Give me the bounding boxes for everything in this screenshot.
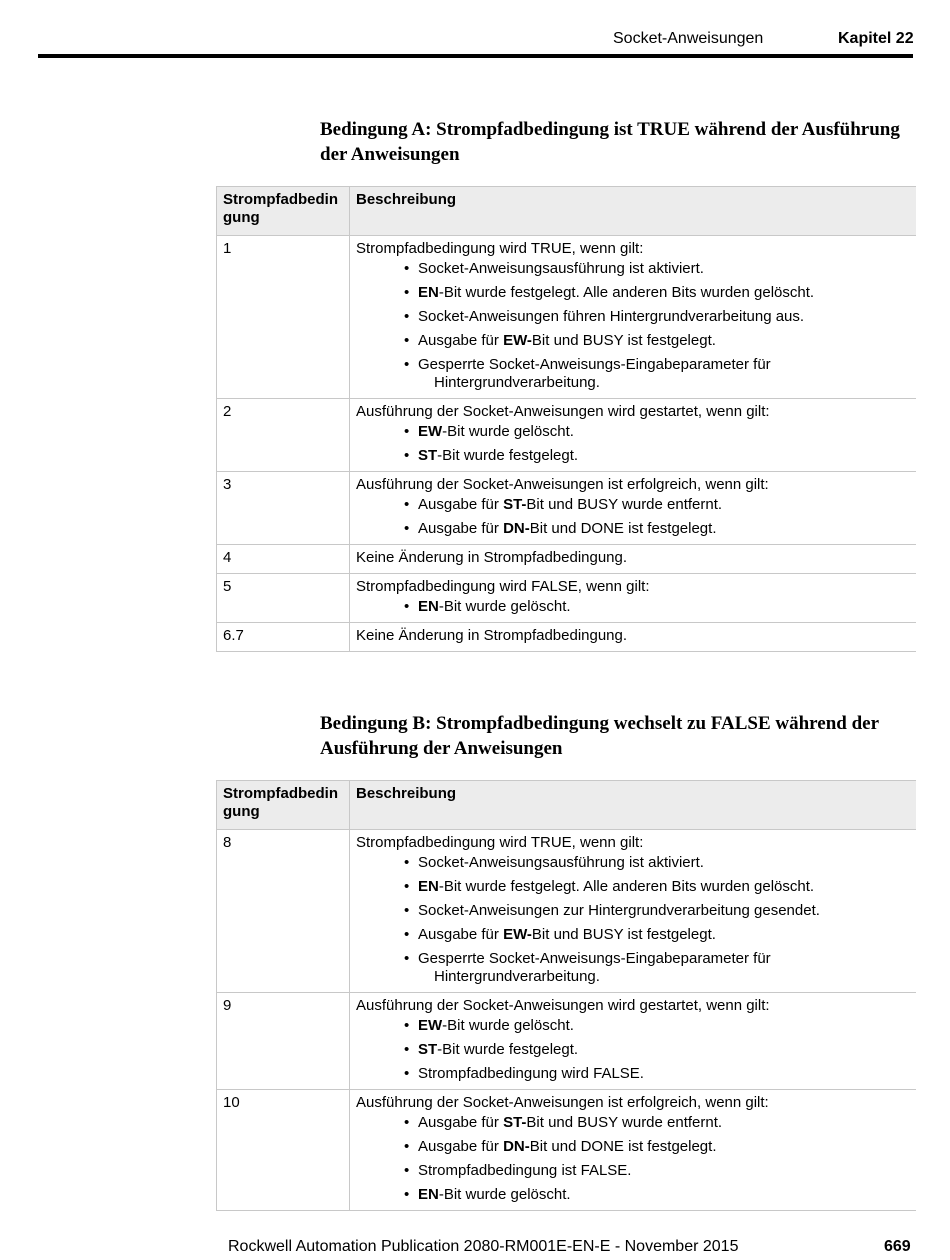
condition-number: 4 bbox=[217, 545, 350, 574]
condition-number: 2 bbox=[217, 399, 350, 472]
page-header bbox=[0, 28, 950, 50]
bullet-item: • EN-Bit wurde festgelegt. Alle anderen Bits wurden gelöscht. bbox=[418, 284, 910, 302]
header-divider bbox=[38, 54, 913, 58]
table-row bbox=[217, 399, 917, 472]
description-intro: Strompfadbedingung wird TRUE, wenn gilt: bbox=[356, 834, 644, 851]
bullet-list bbox=[356, 496, 910, 538]
table-row bbox=[217, 545, 917, 574]
description-intro: Strompfadbedingung wird TRUE, wenn gilt: bbox=[356, 240, 644, 257]
bit-name: EN bbox=[418, 598, 439, 615]
condition-description bbox=[350, 399, 917, 472]
bit-name: ST- bbox=[503, 496, 527, 513]
bit-name: ST- bbox=[503, 1114, 527, 1131]
bullet-list bbox=[356, 598, 910, 616]
bit-name: EW- bbox=[503, 332, 532, 349]
condition-table-b bbox=[216, 780, 916, 1211]
table-row bbox=[217, 236, 917, 399]
page-number: 669 bbox=[884, 1238, 911, 1255]
bit-name: ST bbox=[418, 447, 438, 464]
bullet-item: • Ausgabe für EW-Bit und BUSY ist festgelegt. bbox=[418, 332, 910, 350]
bullet-item: • EN-Bit wurde festgelegt. Alle anderen Bits wurden gelöscht. bbox=[418, 878, 910, 896]
condition-description bbox=[350, 830, 917, 993]
table-row bbox=[217, 830, 917, 993]
bullet-list bbox=[356, 854, 910, 986]
condition-description bbox=[350, 574, 917, 623]
condition-number: 10 bbox=[217, 1090, 350, 1211]
header-section-title: Socket-Anweisungen bbox=[613, 30, 764, 47]
description-intro: Ausführung der Socket-Anweisungen wird gestartet, wenn gilt: bbox=[356, 403, 770, 420]
description-intro: Ausführung der Socket-Anweisungen ist erfolgreich, wenn gilt: bbox=[356, 476, 769, 493]
bullet-item: • EN-Bit wurde gelöscht. bbox=[418, 1186, 910, 1204]
bit-name: DN- bbox=[503, 1138, 530, 1155]
condition-number: 3 bbox=[217, 472, 350, 545]
bullet-item: • EW-Bit wurde gelöscht. bbox=[418, 1017, 910, 1035]
section-heading-a: Bedingung A: Strompfadbedingung ist TRUE während der Ausführung der Anweisungen bbox=[320, 119, 900, 165]
condition-number: 8 bbox=[217, 830, 350, 993]
table-row bbox=[217, 472, 917, 545]
description-intro: Keine Änderung in Strompfadbedingung. bbox=[356, 549, 628, 566]
bullet-item: • Ausgabe für EW-Bit und BUSY ist festgelegt. bbox=[418, 926, 910, 944]
condition-description bbox=[350, 472, 917, 545]
bullet-item: • Ausgabe für ST-Bit und BUSY wurde entfernt. bbox=[418, 1114, 910, 1132]
table-row bbox=[217, 993, 917, 1090]
description-intro: Ausführung der Socket-Anweisungen wird gestartet, wenn gilt: bbox=[356, 997, 770, 1014]
bit-name: EN bbox=[418, 284, 439, 301]
table-row bbox=[217, 574, 917, 623]
bullet-list bbox=[356, 1114, 910, 1204]
bullet-item: • Gesperrte Socket-Anweisungs-Eingabeparameter für Hintergrundverarbeitung. bbox=[418, 356, 910, 392]
condition-description bbox=[350, 236, 917, 399]
bit-name: EW bbox=[418, 1017, 443, 1034]
bullet-list bbox=[356, 423, 910, 465]
publication-id: Rockwell Automation Publication 2080-RM001E-EN-E - November 2015 bbox=[228, 1238, 739, 1255]
description-intro: Ausführung der Socket-Anweisungen ist erfolgreich, wenn gilt: bbox=[356, 1094, 769, 1111]
bullet-item: • EN-Bit wurde gelöscht. bbox=[418, 598, 910, 616]
bullet-item: • Socket-Anweisungsausführung ist aktiviert. bbox=[418, 854, 910, 872]
column-header-condition: Strompfadbedingung bbox=[217, 781, 350, 830]
bullet-list bbox=[356, 260, 910, 392]
bit-name: EN bbox=[418, 1186, 439, 1203]
bit-name: EN bbox=[418, 878, 439, 895]
bullet-list bbox=[356, 1017, 910, 1083]
header-chapter-label: Kapitel 22 bbox=[838, 30, 914, 47]
bullet-item: • Socket-Anweisungen zur Hintergrundverarbeitung gesendet. bbox=[418, 902, 910, 920]
bit-name: EW bbox=[418, 423, 443, 440]
description-intro: Strompfadbedingung wird FALSE, wenn gilt: bbox=[356, 578, 650, 595]
bullet-item: • ST-Bit wurde festgelegt. bbox=[418, 1041, 910, 1059]
condition-description bbox=[350, 545, 917, 574]
column-header-description: Beschreibung bbox=[350, 187, 917, 236]
bullet-item: • Ausgabe für ST-Bit und BUSY wurde entfernt. bbox=[418, 496, 910, 514]
table-header-row bbox=[217, 187, 917, 236]
condition-description bbox=[350, 993, 917, 1090]
description-intro: Keine Änderung in Strompfadbedingung. bbox=[356, 627, 628, 644]
condition-table-a bbox=[216, 186, 916, 652]
column-header-condition: Strompfadbedingung bbox=[217, 187, 350, 236]
table-row bbox=[217, 623, 917, 652]
condition-description bbox=[350, 623, 917, 652]
condition-number: 5 bbox=[217, 574, 350, 623]
table-row bbox=[217, 1090, 917, 1211]
table-header-row bbox=[217, 781, 917, 830]
bit-name: DN- bbox=[503, 520, 530, 537]
bullet-item: • ST-Bit wurde festgelegt. bbox=[418, 447, 910, 465]
condition-description bbox=[350, 1090, 917, 1211]
column-header-description: Beschreibung bbox=[350, 781, 917, 830]
bullet-item: • Ausgabe für DN-Bit und DONE ist festgelegt. bbox=[418, 520, 910, 538]
bullet-item: • Gesperrte Socket-Anweisungs-Eingabeparameter für Hintergrundverarbeitung. bbox=[418, 950, 910, 986]
condition-number: 6.7 bbox=[217, 623, 350, 652]
condition-number: 1 bbox=[217, 236, 350, 399]
bullet-item: • EW-Bit wurde gelöscht. bbox=[418, 423, 910, 441]
condition-number: 9 bbox=[217, 993, 350, 1090]
bullet-item: • Socket-Anweisungsausführung ist aktiviert. bbox=[418, 260, 910, 278]
bullet-item: • Socket-Anweisungen führen Hintergrundverarbeitung aus. bbox=[418, 308, 910, 326]
bit-name: EW- bbox=[503, 926, 532, 943]
bullet-item: • Ausgabe für DN-Bit und DONE ist festgelegt. bbox=[418, 1138, 910, 1156]
section-heading-b: Bedingung B: Strompfadbedingung wechselt zu FALSE während der Ausführung der Anweisungen bbox=[320, 713, 879, 759]
bullet-item: • Strompfadbedingung ist FALSE. bbox=[418, 1162, 910, 1180]
bit-name: ST bbox=[418, 1041, 438, 1058]
bullet-item: • Strompfadbedingung wird FALSE. bbox=[418, 1065, 910, 1083]
